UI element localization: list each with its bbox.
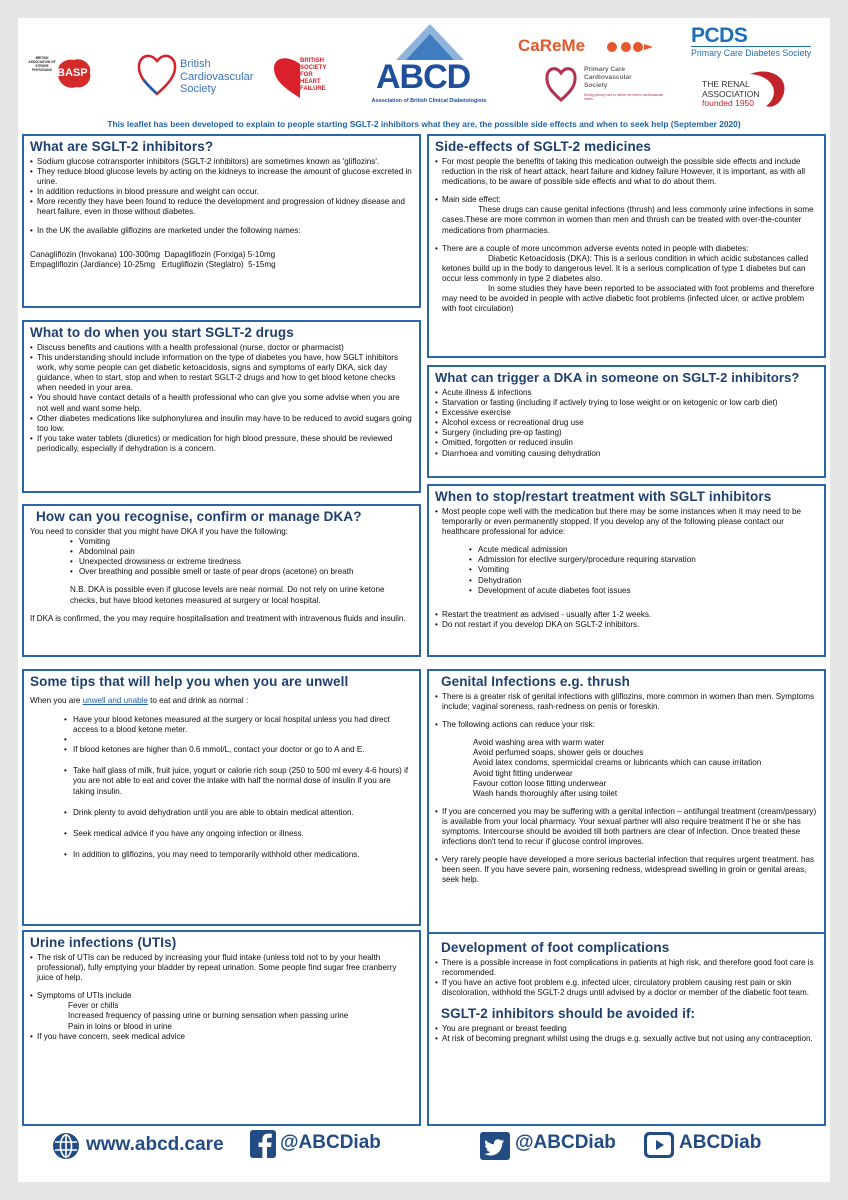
list-item: • You should have contact details of a health professional who can give you some advise when you are not well and want some help. <box>30 393 413 413</box>
list-item: • Starvation or fasting (including if actively trying to lose weight or on ketogenic or low carb diet) <box>435 398 818 408</box>
unwell-link[interactable]: unwell and unable <box>82 696 148 705</box>
section-uti <box>22 930 421 1126</box>
section-title: Some tips that will help you when you are unwell <box>30 674 349 689</box>
heart-outline-icon <box>136 50 178 98</box>
list-item: • Over breathing and possible smell or taste of pear drops (acetone) on breath <box>70 567 413 577</box>
list-item: • Main side effect: <box>435 195 818 205</box>
section-tips <box>22 669 421 926</box>
list-item: • Restart the treatment as advised - usually after 1-2 weeks. <box>435 610 818 620</box>
list-item: • Very rarely people have developed a more serious bacterial infection that requires urgent treatment. has been seen. If you have severe pain, worsening redness, widespread swelling in groin or genital areas, seek help. <box>435 855 818 885</box>
list-item: • Take half glass of milk, fruit juice, yogurt or calorie rich soup (250 to 500 ml every 4-6 hours) if you are not able to eat and cover the intake with half the normal dose of insulin if you are taking insulin. <box>64 766 413 796</box>
triangle-icon <box>394 22 466 62</box>
section-title: Urine infections (UTIs) <box>30 935 177 950</box>
youtube-channel[interactable]: ABCDiab <box>679 1132 762 1153</box>
section-title: What are SGLT-2 inhibitors? <box>30 139 214 154</box>
list-item: • This understanding should include information on the type of diabetes you have, how SGLT inhibitors work, why some people can get diabetic ketoacidosis, signs and symptoms of early DKA, sick day guidance, when to start, stop and when to restart SGLT-2 drugs and how to get blood ketone checks when needed in your area. <box>30 353 413 393</box>
heart-outline-icon <box>544 64 578 104</box>
list-item: • Alcohol excess or recreational drug use <box>435 418 818 428</box>
dka-intro: You need to consider that you might have DKA if you have the following: <box>30 527 288 536</box>
section-what-are-sglt2 <box>22 134 421 308</box>
list-item: • There is a greater risk of genital infections with gliflozins, more common in women than men. Symptoms include; vaginal soreness, rash-redness on penis or foreskin. <box>435 692 818 712</box>
basp-logo: BRITISH ASSOCIATION OF STROKE PHYSICIANS BASP <box>26 54 94 98</box>
list-item: • Acute illness & infections <box>435 388 818 398</box>
list-item: • You are pregnant or breast feeding <box>435 1024 818 1034</box>
section-title: When to stop/restart treatment with SGLT inhibitors <box>435 489 772 504</box>
list-item: • Other diabetes medications like sulphonylurea and insulin may have to be reduced to avoid sugars going too low. <box>30 414 413 434</box>
section-title: How can you recognise, confirm or manage DKA? <box>36 509 362 524</box>
list-item: • Acute medical admission <box>469 545 818 555</box>
side-effect-text: These drugs can cause genital infections (thrush) and less commonly urine infections in some cases.These are more common in women than men and thrush can be treated with over-the-counter medications from pharmacies. <box>442 205 814 235</box>
bshf-logo: BRITISH SOCIETY FOR HEART FAILURE <box>272 54 342 104</box>
list-item: • Omitted, forgotten or reduced insulin <box>435 438 818 448</box>
list-item: • They reduce blood glucose levels by acting on the kidneys to increase the amount of glucose excreted in urine. <box>30 167 413 187</box>
pccs-logo: Primary Care Cardiovascular Society Driving primary care to deliver the best in cardiovascular health <box>544 64 674 108</box>
list-item: • If you take water tablets (diuretics) or medication for high blood pressure, these should be reviewed periodically, especially if dehydration is a concern. <box>30 434 413 454</box>
list-item: • In the UK the available gliflozins are marketed under the following names: <box>30 226 413 236</box>
tips-intro: When you are unwell and unable to eat and drink as normal : <box>30 696 249 705</box>
list-item: • Dehydration <box>469 576 818 586</box>
avoid-title: SGLT-2 inhibitors should be avoided if: <box>441 1006 696 1022</box>
side-dka-text: Diabetic Ketoacidosis (DKA): This is a serious condition in which acidic substances called ketones build up in the body to dangerous level. It is a serious complication of type 1 diabetes but can occur less commonly in type 2 diabetes also. <box>442 253 809 283</box>
intro-tagline: This leaflet has been developed to explain to people starting SGLT-2 inhibitors what they are, the possible side effects and when to seek help (September 2020) <box>107 119 741 129</box>
list-item: • Unexpected drowsiness or extreme tiredness <box>70 557 413 567</box>
list-item: Favour cotton loose fitting underwear <box>473 778 607 788</box>
section-title: What can trigger a DKA in someone on SGLT-2 inhibitors? <box>435 370 800 385</box>
list-item: • For most people the benefits of taking this medication outweigh the possible side effects and include reduction in the risk of heart attack, heart failure and kidney failure However, it is important, as with all medications, to be aware of possible side effects and what to do about them. <box>435 157 818 187</box>
list-item: • In addition to gliflozins, you may need to temporarily withhold other medications. <box>64 850 413 860</box>
list-item: Increased frequency of passing urine or burning sensation when passing urine <box>68 1011 349 1021</box>
pcds-logo: PCDS Primary Care Diabetes Society <box>691 24 812 58</box>
list-item: • Seek medical advice if you have any ongoing infection or illness. <box>64 829 413 839</box>
list-item: • Surgery (including pre-op fasting) <box>435 428 818 438</box>
facebook-icon <box>250 1130 276 1158</box>
careme-icons <box>606 40 654 54</box>
list-item: • If you are concerned you may be suffering with a genital infection – antifungal treatment (cream/pessary) is available from your local pharmacy. Your sexual partner will also require treatment if he or she has symptoms. Intercourse should be avoided till both partners are clear of infection. Once treated these infections don't tend to recur if glucose control improves. <box>435 807 818 847</box>
list-item: • At risk of becoming pregnant whilst using the drugs e.g. sexually active but not using any contraception. <box>435 1034 818 1044</box>
facebook-handle[interactable]: @ABCDiab <box>280 1132 381 1153</box>
list-item: • More recently they have been found to reduce the development and progression of kidney disease and heart failure, even in those without diabetes. <box>30 197 413 217</box>
renal-logo: THE RENAL ASSOCIATION founded 1950 <box>702 68 822 112</box>
section-dka-triggers <box>427 365 826 478</box>
list-item: Avoid perfumed soaps, shower gels or douches <box>473 748 644 758</box>
list-item: Avoid washing area with warm water <box>473 738 605 748</box>
website-link[interactable]: www.abcd.care <box>86 1134 224 1155</box>
section-stop-restart <box>427 484 826 657</box>
list-item: Pain in loins or blood in urine <box>68 1021 172 1031</box>
list-item: • If blood ketones are higher than 0.6 mmol/L, contact your doctor or go to A and E. <box>64 745 413 755</box>
list-item: • Symptoms of UTIs include <box>30 991 413 1001</box>
list-item: • Abdominal pain <box>70 547 413 557</box>
list-item: • Vomiting <box>70 537 413 547</box>
youtube-icon <box>644 1132 674 1158</box>
section-start-sglt2 <box>22 320 421 493</box>
section-title: What to do when you start SGLT-2 drugs <box>30 325 294 340</box>
list-item: • Development of acute diabetes foot issues <box>469 586 818 596</box>
section-title: Genital Infections e.g. thrush <box>441 674 631 689</box>
list-item: • Vomiting <box>469 565 818 575</box>
list-item: Avoid tight fitting underwear <box>473 768 573 778</box>
list-item: • Do not restart if you develop DKA on SGLT-2 inhibitors. <box>435 620 818 630</box>
list-item: • Excessive exercise <box>435 408 818 418</box>
list-item: Fever or chills <box>68 1001 119 1011</box>
section-dka <box>22 504 421 657</box>
list-item: • If you have an active foot problem e.g. infected ulcer, circulatory problem causing rest pain or skin discoloration, withhold the SGLT-2 drugs until advised by a doctor or member of the diabetic foot team. <box>435 978 818 998</box>
careme-logo: CaReMe <box>518 36 658 60</box>
twitter-handle[interactable]: @ABCDiab <box>515 1132 616 1153</box>
list-item: • The risk of UTIs can be reduced by increasing your fluid intake (unless told not to by your health professional), fully emptying your bladder by repeat urination. Some people find sugar free cranberry juice of help. <box>30 953 413 983</box>
abcd-logo: ABCD Association of British Clinical Diabetologists <box>354 22 504 108</box>
section-side-effects <box>427 134 826 358</box>
list-item: Wash hands thoroughly after using toilet <box>473 788 618 798</box>
list-item: • In addition reductions in blood pressure and weight can occur. <box>30 187 413 197</box>
list-item: Avoid latex condoms, spermicidal creams or lubricants which can cause irritation <box>473 758 762 768</box>
list-item: • If you have concern, seek medical advice <box>30 1032 413 1042</box>
section-title: Development of foot complications <box>441 940 670 955</box>
leaflet-page <box>18 18 830 1182</box>
section-foot <box>427 932 826 1126</box>
drug-names-line: Canagliflozin (Invokana) 100-300mg Dapagliflozin (Forxiga) 5-10mg <box>30 249 276 259</box>
list-item: • Have your blood ketones measured at the surgery or local hospital unless you had direct access to a blood ketone meter. <box>64 715 413 735</box>
twitter-icon <box>480 1132 510 1160</box>
section-title: Side-effects of SGLT-2 medicines <box>435 139 652 154</box>
list-item: • The following actions can reduce your risk: <box>435 720 818 730</box>
section-genital <box>427 669 826 939</box>
list-item: • Diarrhoea and vomiting causing dehydration <box>435 449 818 459</box>
drug-names-line: Empagliflozin (Jardiance) 10-25mg Ertugliflozin (Steglatro) 5-15mg <box>30 259 276 269</box>
list-item: • There are a couple of more uncommon adverse events noted in people with diabetes: <box>435 244 818 254</box>
dka-note: N.B. DKA is possible even if glucose levels are near normal. Do not rely on urine ketone checks, but have blood ketones measured at surgery or local hospital. <box>70 585 385 605</box>
dka-confirmed: If DKA is confirmed, the you may require hospitalisation and treatment with intravenous fluids and insulin. <box>30 613 406 623</box>
list-item: • Sodium glucose cotransporter inhibitors (SGLT-2 inhibitors) are sometimes known as 'gliflozins'. <box>30 157 413 167</box>
bcs-logo: British Cardiovascular Society <box>136 50 246 102</box>
list-item: • Drink plenty to avoid dehydration until you are able to obtain medical attention. <box>64 808 413 818</box>
globe-icon <box>52 1132 80 1160</box>
side-foot-text: In some studies they have been reported to be associated with foot problems and therefore may need to be avoided in people with active diabetic foot problems (infected ulcer, or active problem with foot circulation) <box>442 284 815 314</box>
list-item: • Admission for elective surgery/procedure requiring starvation <box>469 555 818 565</box>
list-item: • There is a possible increase in foot complications in patients at high risk, and therefore good foot care is recommended. <box>435 958 818 978</box>
heart-half-icon <box>272 54 302 100</box>
list-item: • Discuss benefits and cautions with a health professional (nurse, doctor or pharmacist) <box>30 343 413 353</box>
list-item: • Most people cope well with the medication but there may be some instances when it may need to be temporarily or even permanently stopped. If you develop any of the following please contact our healthcare professional for advice: <box>435 507 818 537</box>
